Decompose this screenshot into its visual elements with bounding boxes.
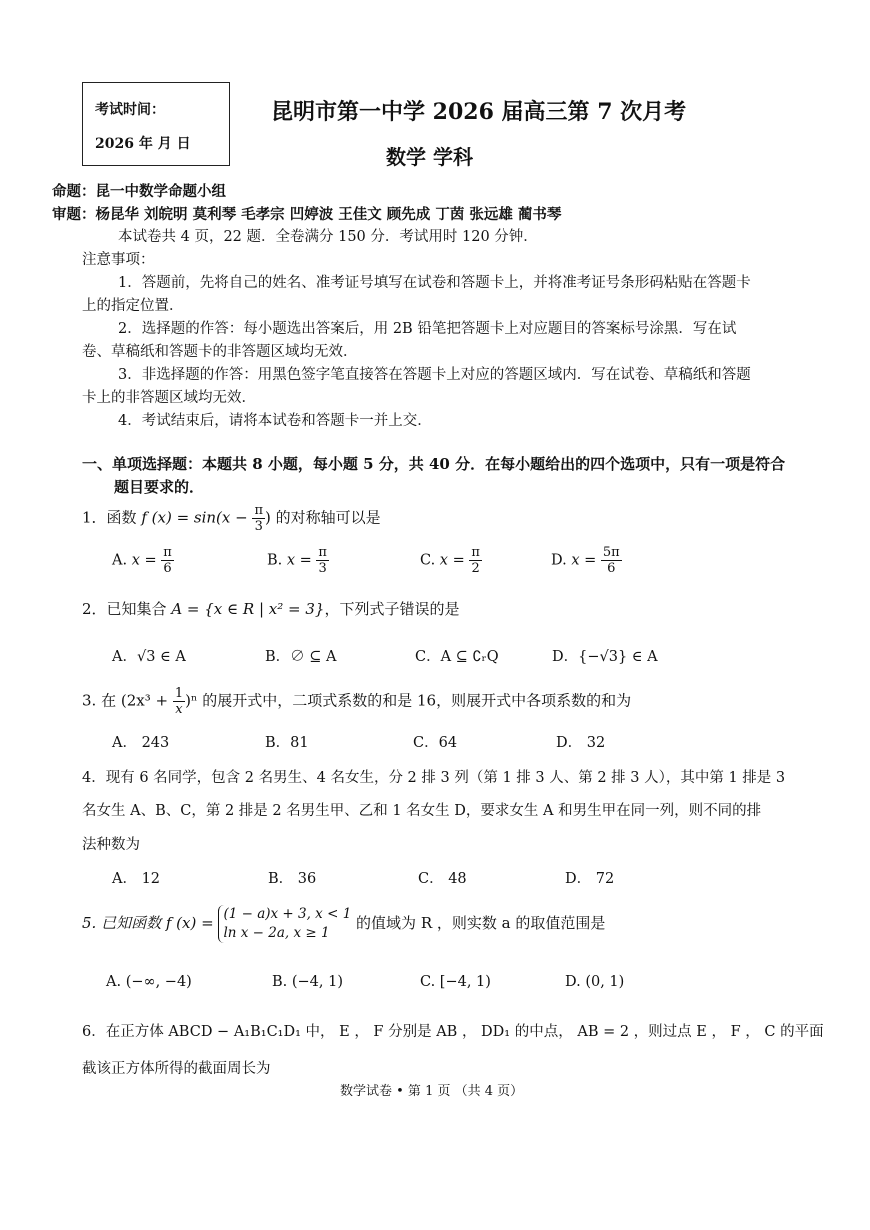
q5-option-b: B. (−4, 1) (272, 974, 344, 990)
q5-option-a: A. (−∞, −4) (106, 974, 192, 990)
q1-option-b (267, 545, 329, 576)
q2-set: A = {x ∈ R | x² = 3} (171, 600, 325, 618)
option-fraction (601, 545, 622, 576)
question-1 (82, 503, 381, 534)
frac-den: 6 (607, 561, 616, 576)
q1-fraction (252, 503, 265, 534)
q4-option-d: D． 72 (565, 871, 615, 887)
option-label: D. (551, 552, 567, 569)
option-lhs: x = (286, 552, 312, 569)
note-line: 1．答题前，先将自己的姓名、准考证号填写在试卷和答题卡上，并将准考证号条形码粘贴在答题卡 (118, 275, 751, 291)
question-4-line: 名女生 A、B、C，第 2 排是 2 名男生甲、乙和 1 名女生 D，要求女生 A 和男生甲在同一列，则不同的排 (82, 803, 762, 819)
q5-option-c: C. [−4, 1) (420, 974, 491, 990)
question-6-line: 6．在正方体 ABCD − A₁B₁C₁D₁ 中， E ， F 分别是 AB ， DD₁ 的中点， AB = 2 ，则过点 E ， F ， C 的平面 (82, 1024, 824, 1040)
q2-option-c: C．A ⊆ ∁ᵣQ (415, 649, 499, 665)
exam-subject: 数学 学科 (386, 145, 473, 169)
note-line: 2．选择题的作答：每小题选出答案后，用 2B 铅笔把答题卡上对应题目的答案标号涂黑．写在试 (118, 321, 737, 337)
q3-option-b: B．81 (265, 735, 309, 751)
q2-text-b: ，下列式子错误的是 (324, 600, 460, 618)
question-5 (82, 905, 605, 943)
q5-text-b: 的值域为 R ，则实数 a 的取值范围是 (351, 914, 606, 932)
page-footer: 数学试卷 • 第 1 页 （共 4 页） (340, 1084, 524, 1099)
q1-frac-num: π (254, 503, 264, 518)
intro-text: 本试卷共 4 页，22 题．全卷满分 150 分．考试用时 120 分钟． (118, 229, 538, 245)
frac-den: 6 (163, 561, 172, 576)
option-fraction (316, 545, 329, 576)
option-lhs: x = (131, 552, 157, 569)
question-3 (82, 686, 631, 717)
frac-den: 2 (471, 561, 480, 576)
q5-case-2: ln x − 2a, x ≥ 1 (223, 925, 330, 941)
exam-time-box (82, 82, 230, 166)
setter-line: 命题：昆一中数学命题小组 (52, 183, 226, 200)
frac-den: 3 (318, 561, 327, 576)
question-4-line: 法种数为 (82, 837, 140, 853)
q1-option-c (420, 545, 482, 576)
exam-title: 昆明市第一中学 2026 届高三第 7 次月考 (271, 99, 687, 125)
question-4-line: 4．现有 6 名同学，包含 2 名男生、4 名女生，分 2 排 3 列（第 1 排 3 人、第 2 排 3 人），其中第 1 排是 3 (82, 770, 786, 786)
q5-option-d: D. (0, 1) (565, 974, 625, 990)
section-heading: 一、单项选择题：本题共 8 小题，每小题 5 分，共 40 分．在每小题给出的四个选项中，只有一项是符合 (82, 455, 786, 473)
q1-frac-den: 3 (254, 519, 263, 534)
q2-text: 2．已知集合 (82, 600, 172, 618)
q5-piecewise (218, 905, 351, 943)
option-lhs: x = (571, 552, 597, 569)
q3-option-a: A． 243 (112, 735, 170, 751)
q2-option-a: A．√3 ∈ A (112, 649, 186, 665)
q2-option-b: B．∅ ⊆ A (265, 649, 337, 665)
reviewers-line: 审题：杨昆华 刘皖明 莫利琴 毛孝宗 凹婷波 王佳文 顾先成 丁茵 张远雄 蔺书琴 (52, 206, 562, 223)
note-line: 上的指定位置． (82, 298, 184, 314)
option-fraction (469, 545, 482, 576)
notes-title: 注意事项： (82, 252, 155, 268)
exam-time-label: 考试时间： (95, 102, 165, 118)
q3-option-c: C．64 (413, 735, 458, 751)
exam-date: 2026 年 月 日 (95, 136, 191, 152)
option-lhs: x = (439, 552, 465, 569)
q4-option-c: C． 48 (418, 871, 467, 887)
q3-option-d: D． 32 (556, 735, 606, 751)
q5-text: 5. 已知函数 f (x) = (82, 914, 219, 932)
question-2 (82, 598, 459, 619)
q1-suffix: ) 的对称轴可以是 (265, 508, 381, 527)
q1-func: f (x) = sin(x − (141, 508, 253, 527)
q4-option-b: B． 36 (268, 871, 317, 887)
q4-option-a: A． 12 (112, 871, 161, 887)
note-line: 4．考试结束后，请将本试卷和答题卡一并上交． (118, 413, 432, 429)
q3-fraction (173, 686, 185, 717)
option-label: A. (112, 552, 128, 569)
section-heading-cont: 题目要求的． (114, 478, 205, 496)
frac-num: π (163, 545, 172, 560)
frac-num: π (318, 545, 327, 560)
note-line: 3．非选择题的作答：用黑色签字笔直接答在答题卡上对应的答题区域内．写在试卷、草稿纸和答题 (118, 367, 751, 383)
frac-num: 1 (174, 686, 184, 701)
q1-option-a (112, 545, 174, 576)
q3-text-b: )ⁿ 的展开式中，二项式系数的和是 16，则展开式中各项系数的和为 (185, 691, 632, 710)
frac-num: π (471, 545, 480, 560)
option-label: C. (420, 552, 436, 569)
q3-text: 3. 在 (2x³ + (82, 691, 173, 710)
q1-prefix: 1．函数 (82, 508, 142, 527)
note-line: 卷、草稿纸和答题卡的非答题区域均无效． (82, 344, 358, 360)
note-line: 卡上的非答题区域均无效． (82, 390, 256, 406)
q2-option-d: D．{−√3} ∈ A (552, 649, 658, 665)
frac-num: 5π (602, 545, 620, 560)
option-label: B. (267, 552, 283, 569)
q1-option-d (551, 545, 622, 576)
frac-den: x (175, 702, 183, 717)
option-fraction (161, 545, 174, 576)
q5-case-1: (1 − a)x + 3, x < 1 (223, 906, 352, 922)
question-6-line: 截该正方体所得的截面周长为 (82, 1061, 271, 1077)
